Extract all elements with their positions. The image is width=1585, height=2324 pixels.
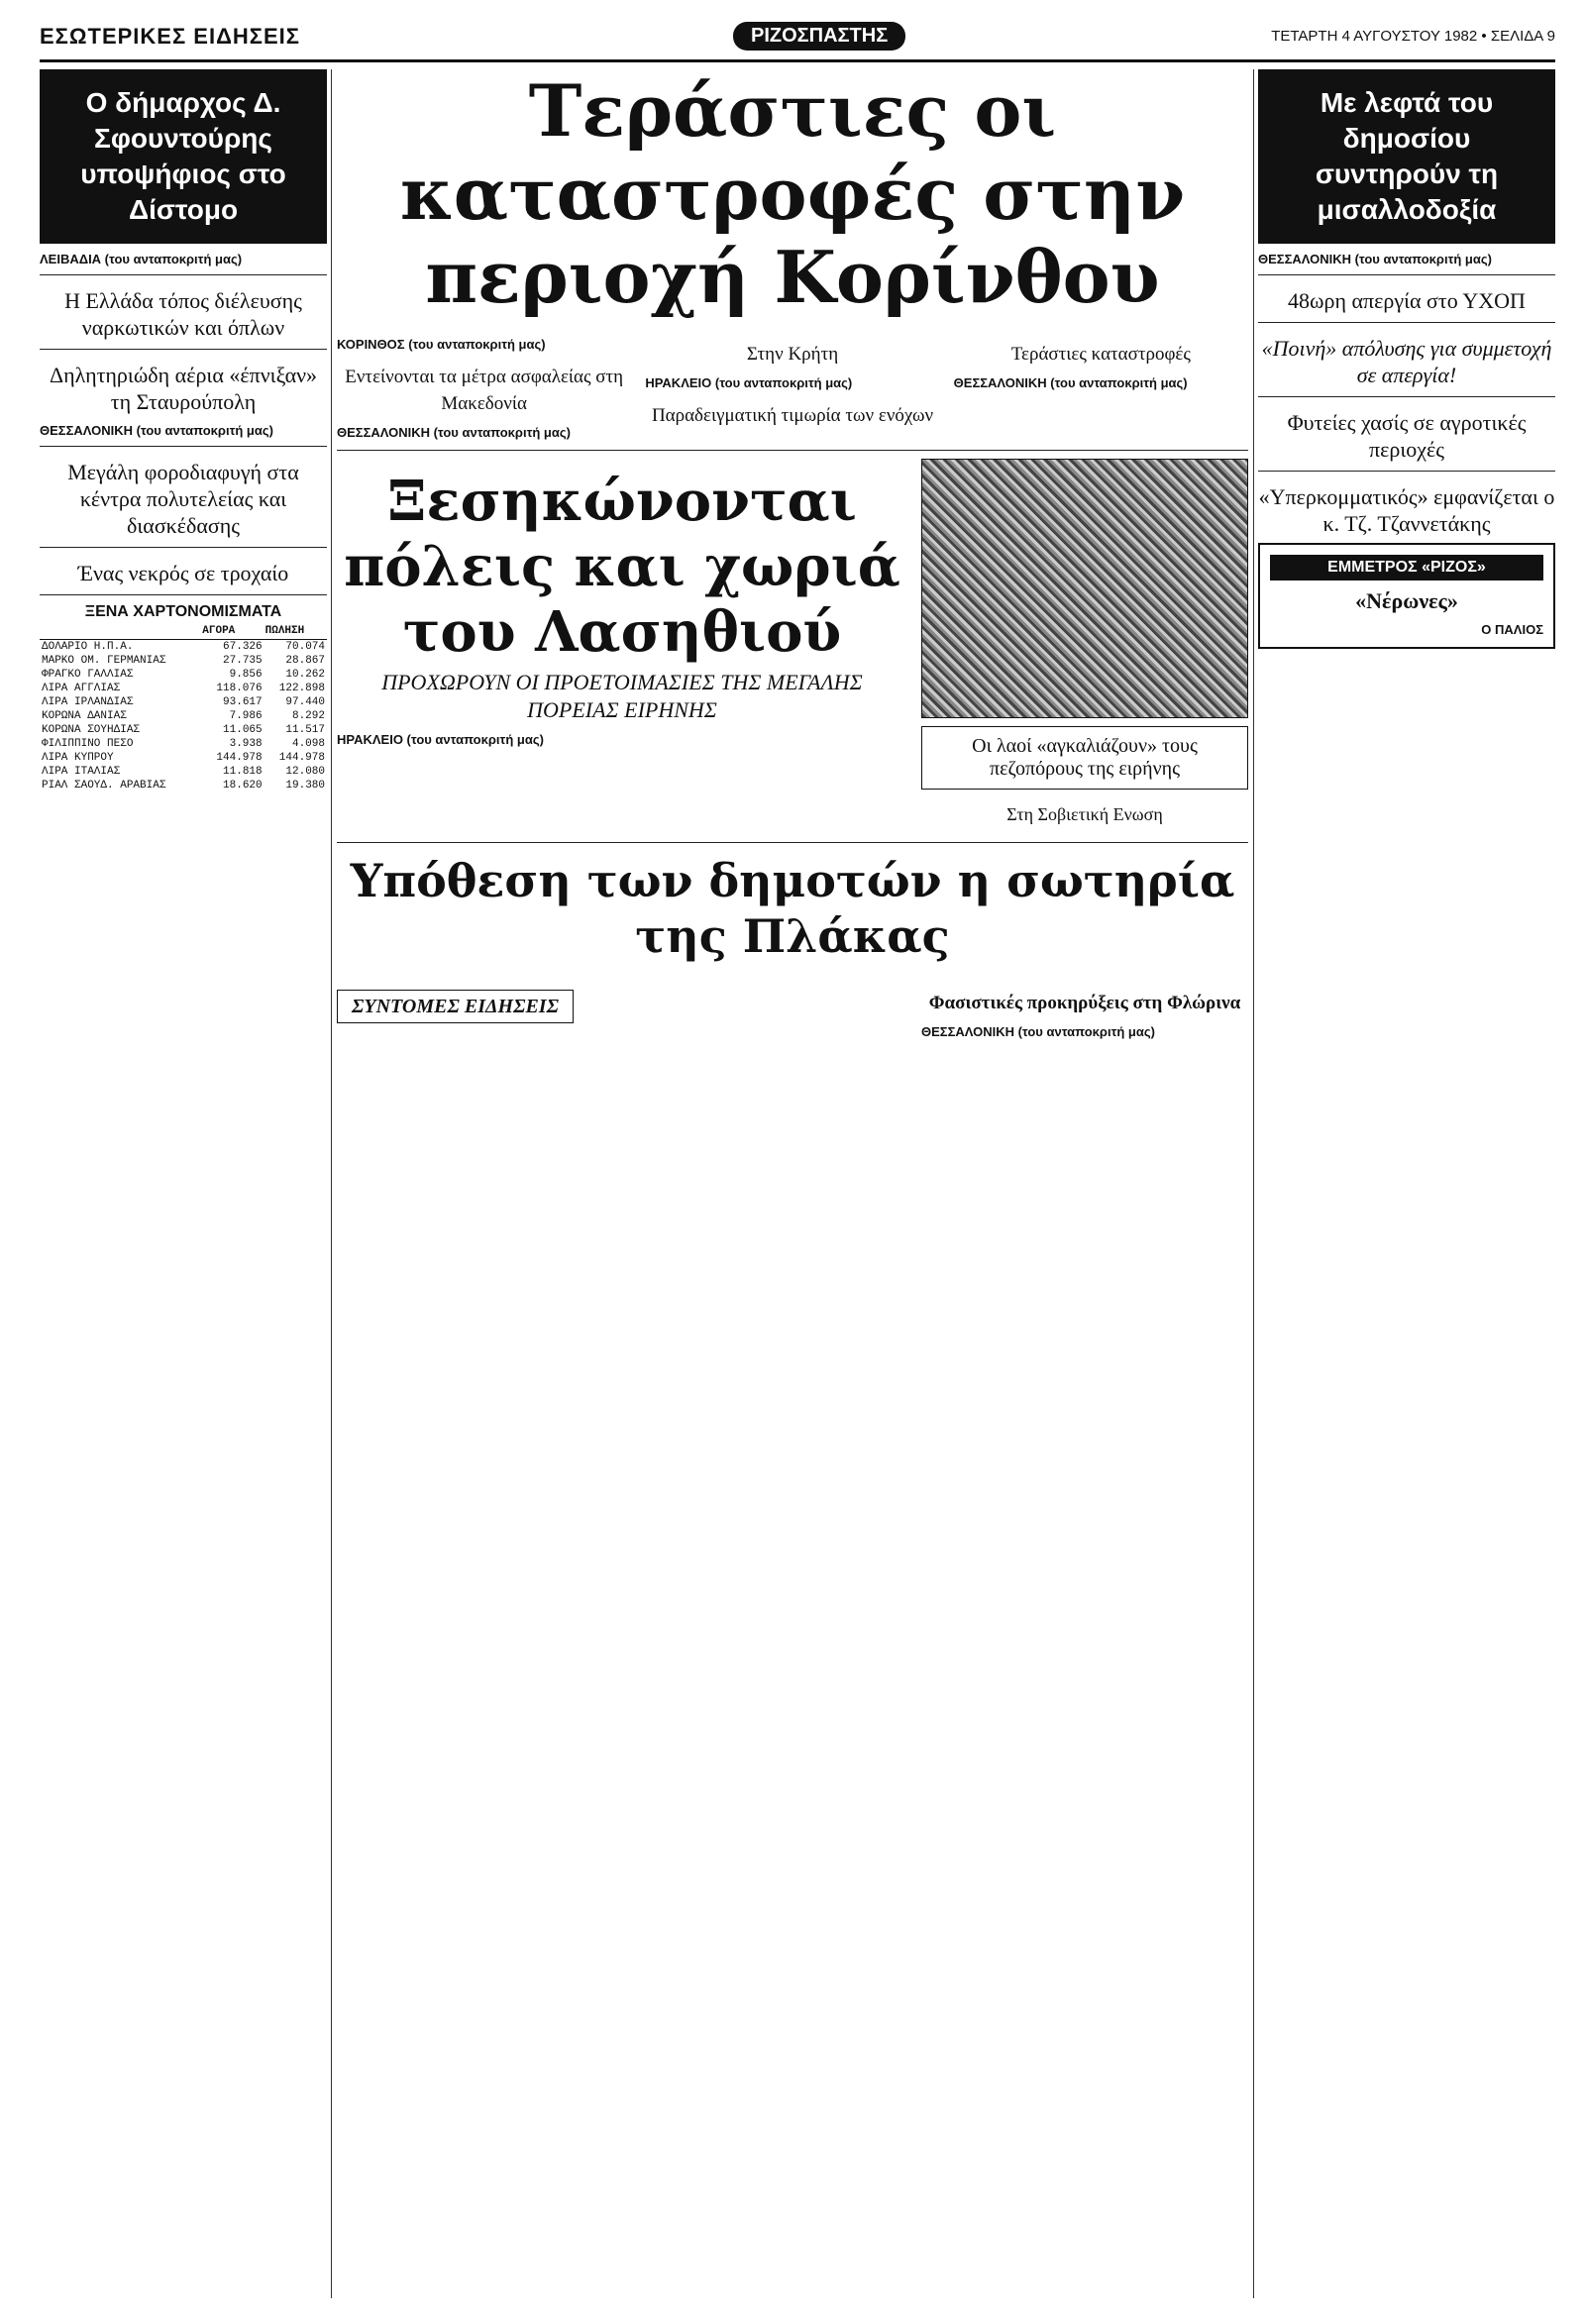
divider xyxy=(40,446,327,447)
lasithi-section xyxy=(337,459,1248,834)
rates-row xyxy=(40,695,327,709)
poem-tag: ΕΜΜΕΤΡΟΣ «ΡΙΖΟΣ» xyxy=(1270,555,1543,581)
buy-rate: 7.986 xyxy=(229,710,263,722)
currency-name: ΜΑΡΚΟ ΟΜ. ΓΕΡΜΑΝΙΑΣ xyxy=(42,655,166,667)
currency-name: ΛΙΡΑ ΑΓΓΛΙΑΣ xyxy=(42,683,121,694)
mayor-box-title: Ο δήμαρχος Δ. Σφουντούρης υποψήφιος στο Δίστομο xyxy=(40,69,327,244)
corinth-dateline: ΚΟΡΙΝΘΟΣ (του ανταποκριτή μας) xyxy=(337,337,546,352)
section-label: ΕΣΩΤΕΡΙΚΕΣ ΕΙΔΗΣΕΙΣ xyxy=(40,24,300,49)
rates-row xyxy=(40,737,327,751)
sell-rate: 97.440 xyxy=(285,696,325,708)
rates-row xyxy=(40,751,327,765)
divider xyxy=(40,594,327,595)
sell-rate: 28.867 xyxy=(285,655,325,667)
buy-rate: 11.065 xyxy=(223,724,263,736)
main-story-columns xyxy=(337,329,1248,442)
middle-column xyxy=(337,69,1248,2298)
currency-name: ΡΙΑΛ ΣΑΟΥΔ. ΑΡΑΒΙΑΣ xyxy=(42,780,166,792)
right-column xyxy=(1258,69,1555,2298)
drugs-headline: Η Ελλάδα τόπος διέλευσης ναρκωτικών και όπλων xyxy=(64,288,302,340)
damage-subhead: Τεράστιες καταστροφές xyxy=(1010,344,1191,365)
gas-headline: Δηλητηριώδη αέρια «έπνιξαν» τη Σταυρούπολη xyxy=(49,363,318,414)
currency-name: ΦΙΛΙΠΠΙΝΟ ΠΕΣΟ xyxy=(42,738,134,750)
sell-rate: 70.074 xyxy=(285,641,325,653)
crete-subhead: Στην Κρήτη xyxy=(746,344,839,365)
rates-row xyxy=(40,779,327,792)
florina-headline: Φασιστικές προκηρύξεις στη Φλώρινα xyxy=(928,993,1241,1013)
divider xyxy=(1258,322,1555,323)
poem-title: «Νέρωνες» xyxy=(1355,588,1458,613)
divider xyxy=(337,842,1248,843)
buy-rate: 93.617 xyxy=(223,696,263,708)
peace-headline: Οι λαοί «αγκαλιάζουν» τους πεζοπόρους της ειρήνης xyxy=(921,726,1248,790)
buy-rate: 11.818 xyxy=(223,766,263,778)
brief-and-florina xyxy=(337,978,1248,1041)
sell-rate: 144.978 xyxy=(278,752,325,764)
divider xyxy=(40,274,327,275)
rates-row xyxy=(40,709,327,723)
currency-name: ΚΟΡΩΝΑ ΣΟΥΗΔΙΑΣ xyxy=(42,724,141,736)
sell-rate: 11.517 xyxy=(285,724,325,736)
plaka-headline: Υπόθεση των δημοτών η σωτηρία της Πλάκας xyxy=(350,854,1235,963)
buy-rate: 118.076 xyxy=(216,683,263,694)
funds-dateline: ΘΕΣΣΑΛΟΝΙΚΗ (του ανταποκριτή μας) xyxy=(1258,252,1492,266)
dismissal-headline: «Ποινή» απόλυσης για συμμετοχή σε απεργία! xyxy=(1261,336,1552,387)
macedonia-dateline: ΘΕΣΣΑΛΟΝΙΚΗ (του ανταποκριτή μας) xyxy=(337,425,571,440)
currency-name: ΛΙΡΑ ΙΤΑΛΙΑΣ xyxy=(42,766,121,778)
sell-rate: 8.292 xyxy=(291,710,325,722)
rates-row xyxy=(40,765,327,779)
buy-rate: 27.735 xyxy=(223,655,263,667)
divider xyxy=(1258,471,1555,472)
main-headline: Τεράστιες οι καταστροφές στην περιοχή Κορίνθου xyxy=(399,69,1186,319)
rates-row xyxy=(40,640,327,655)
buy-rate: 3.938 xyxy=(229,738,263,750)
currency-name: ΚΟΡΩΝΑ ΔΑΝΙΑΣ xyxy=(42,710,127,722)
funds-box-title: Με λεφτά του δημοσίου συντηρούν τη μισαλλοδοξία xyxy=(1258,69,1555,244)
currency-name: ΛΙΡΑ ΙΡΛΑΝΔΙΑΣ xyxy=(42,696,134,708)
buy-rate: 144.978 xyxy=(216,752,263,764)
brief-headline: ΣΥΝΤΟΜΕΣ ΕΙΔΗΣΕΙΣ xyxy=(337,990,574,1023)
rates-row xyxy=(40,668,327,682)
rates-head-sell: ΠΩΛΗΣΗ xyxy=(264,623,327,640)
rates-head-buy: ΑΓΟΡΑ xyxy=(201,623,264,640)
sell-rate: 19.380 xyxy=(285,780,325,792)
crete-dateline: ΗΡΑΚΛΕΙΟ (του ανταποκριτή μας) xyxy=(645,375,853,390)
divider xyxy=(40,547,327,548)
date-page-label: ΤΕΤΑΡΤΗ 4 ΑΥΓΟΥΣΤΟΥ 1982 • ΣΕΛΙΔΑ 9 xyxy=(1271,28,1555,45)
lasithi-deck: ΠΡΟΧΩΡΟΥΝ ΟΙ ΠΡΟΕΤΟΙΜΑΣΙΕΣ ΤΗΣ ΜΕΓΑΛΗΣ ΠΟΡΕΙΑΣ ΕΙΡΗΝΗΣ xyxy=(381,670,863,722)
rates-header-row xyxy=(40,623,327,640)
left-column xyxy=(40,69,327,2298)
paper-logo: ΡΙΖΟΣΠΑΣΤΗΣ xyxy=(733,22,905,51)
currency-name: ΦΡΑΓΚΟ ΓΑΛΛΙΑΣ xyxy=(42,669,134,681)
florina-dateline: ΘΕΣΣΑΛΟΝΙΚΗ (του ανταποκριτή μας) xyxy=(921,1024,1155,1039)
buy-rate: 18.620 xyxy=(223,780,263,792)
soviet-subhead: Στη Σοβιετική Ενωση xyxy=(1006,804,1163,824)
buy-rate: 67.326 xyxy=(223,641,263,653)
divider xyxy=(1258,396,1555,397)
lasithi-dateline: ΗΡΑΚΛΕΙΟ (του ανταποκριτή μας) xyxy=(337,732,544,747)
lasithi-headline: Ξεσηκώνονται πόλεις και χωριά του Λασηθιού xyxy=(344,469,900,665)
sell-rate: 4.098 xyxy=(291,738,325,750)
poem-box xyxy=(1258,543,1555,649)
currency-name: ΔΟΛΑΡΙΟ Η.Π.Α. xyxy=(42,641,134,653)
currency-name: ΛΙΡΑ ΚΥΠΡΟΥ xyxy=(42,752,114,764)
tax-headline: Μεγάλη φοροδιαφυγή στα κέντρα πολυτελείας και διασκέδασης xyxy=(67,460,299,538)
rates-row xyxy=(40,654,327,668)
column-rule xyxy=(1253,69,1254,2298)
accident-headline: Ένας νεκρός σε τροχαίο xyxy=(77,561,289,585)
divider xyxy=(1258,274,1555,275)
divider xyxy=(40,349,327,350)
buy-rate: 9.856 xyxy=(229,669,263,681)
rates-row xyxy=(40,723,327,737)
damage-dateline: ΘΕΣΣΑΛΟΝΙΚΗ (του ανταποκριτή μας) xyxy=(953,375,1188,390)
newspaper-page xyxy=(40,20,1555,2304)
sell-rate: 10.262 xyxy=(285,669,325,681)
tzannetakis-headline: «Υπερκομματικός» εμφανίζεται ο κ. Τζ. Τζαννετάκης xyxy=(1258,484,1555,536)
sell-rate: 122.898 xyxy=(278,683,325,694)
column-rule xyxy=(331,69,332,2298)
hashish-headline: Φυτείες χασίς σε αγροτικές περιοχές xyxy=(1287,410,1527,462)
rates-table xyxy=(40,623,327,792)
peace-march-photo xyxy=(921,459,1248,718)
strike-headline: 48ωρη απεργία στο ΥΧΟΠ xyxy=(1288,288,1526,313)
punishment-subhead: Παραδειγματική τιμωρία των ενόχων xyxy=(651,405,934,426)
divider xyxy=(337,450,1248,451)
poem-signature: Ο ΠΑΛΙΟΣ xyxy=(1481,622,1543,637)
mayor-dateline: ΛΕΙΒΑΔΙΑ (του ανταποκριτή μας) xyxy=(40,252,243,266)
gas-dateline: ΘΕΣΣΑΛΟΝΙΚΗ (του ανταποκριτή μας) xyxy=(40,423,273,438)
sell-rate: 12.080 xyxy=(285,766,325,778)
macedonia-subhead: Εντείνονται τα μέτρα ασφαλείας στη Μακεδονία xyxy=(345,367,624,414)
rates-row xyxy=(40,682,327,695)
masthead xyxy=(40,20,1555,62)
rates-title: ΞΕΝΑ ΧΑΡΤΟΝΟΜΙΣΜΑΤΑ xyxy=(84,603,282,620)
